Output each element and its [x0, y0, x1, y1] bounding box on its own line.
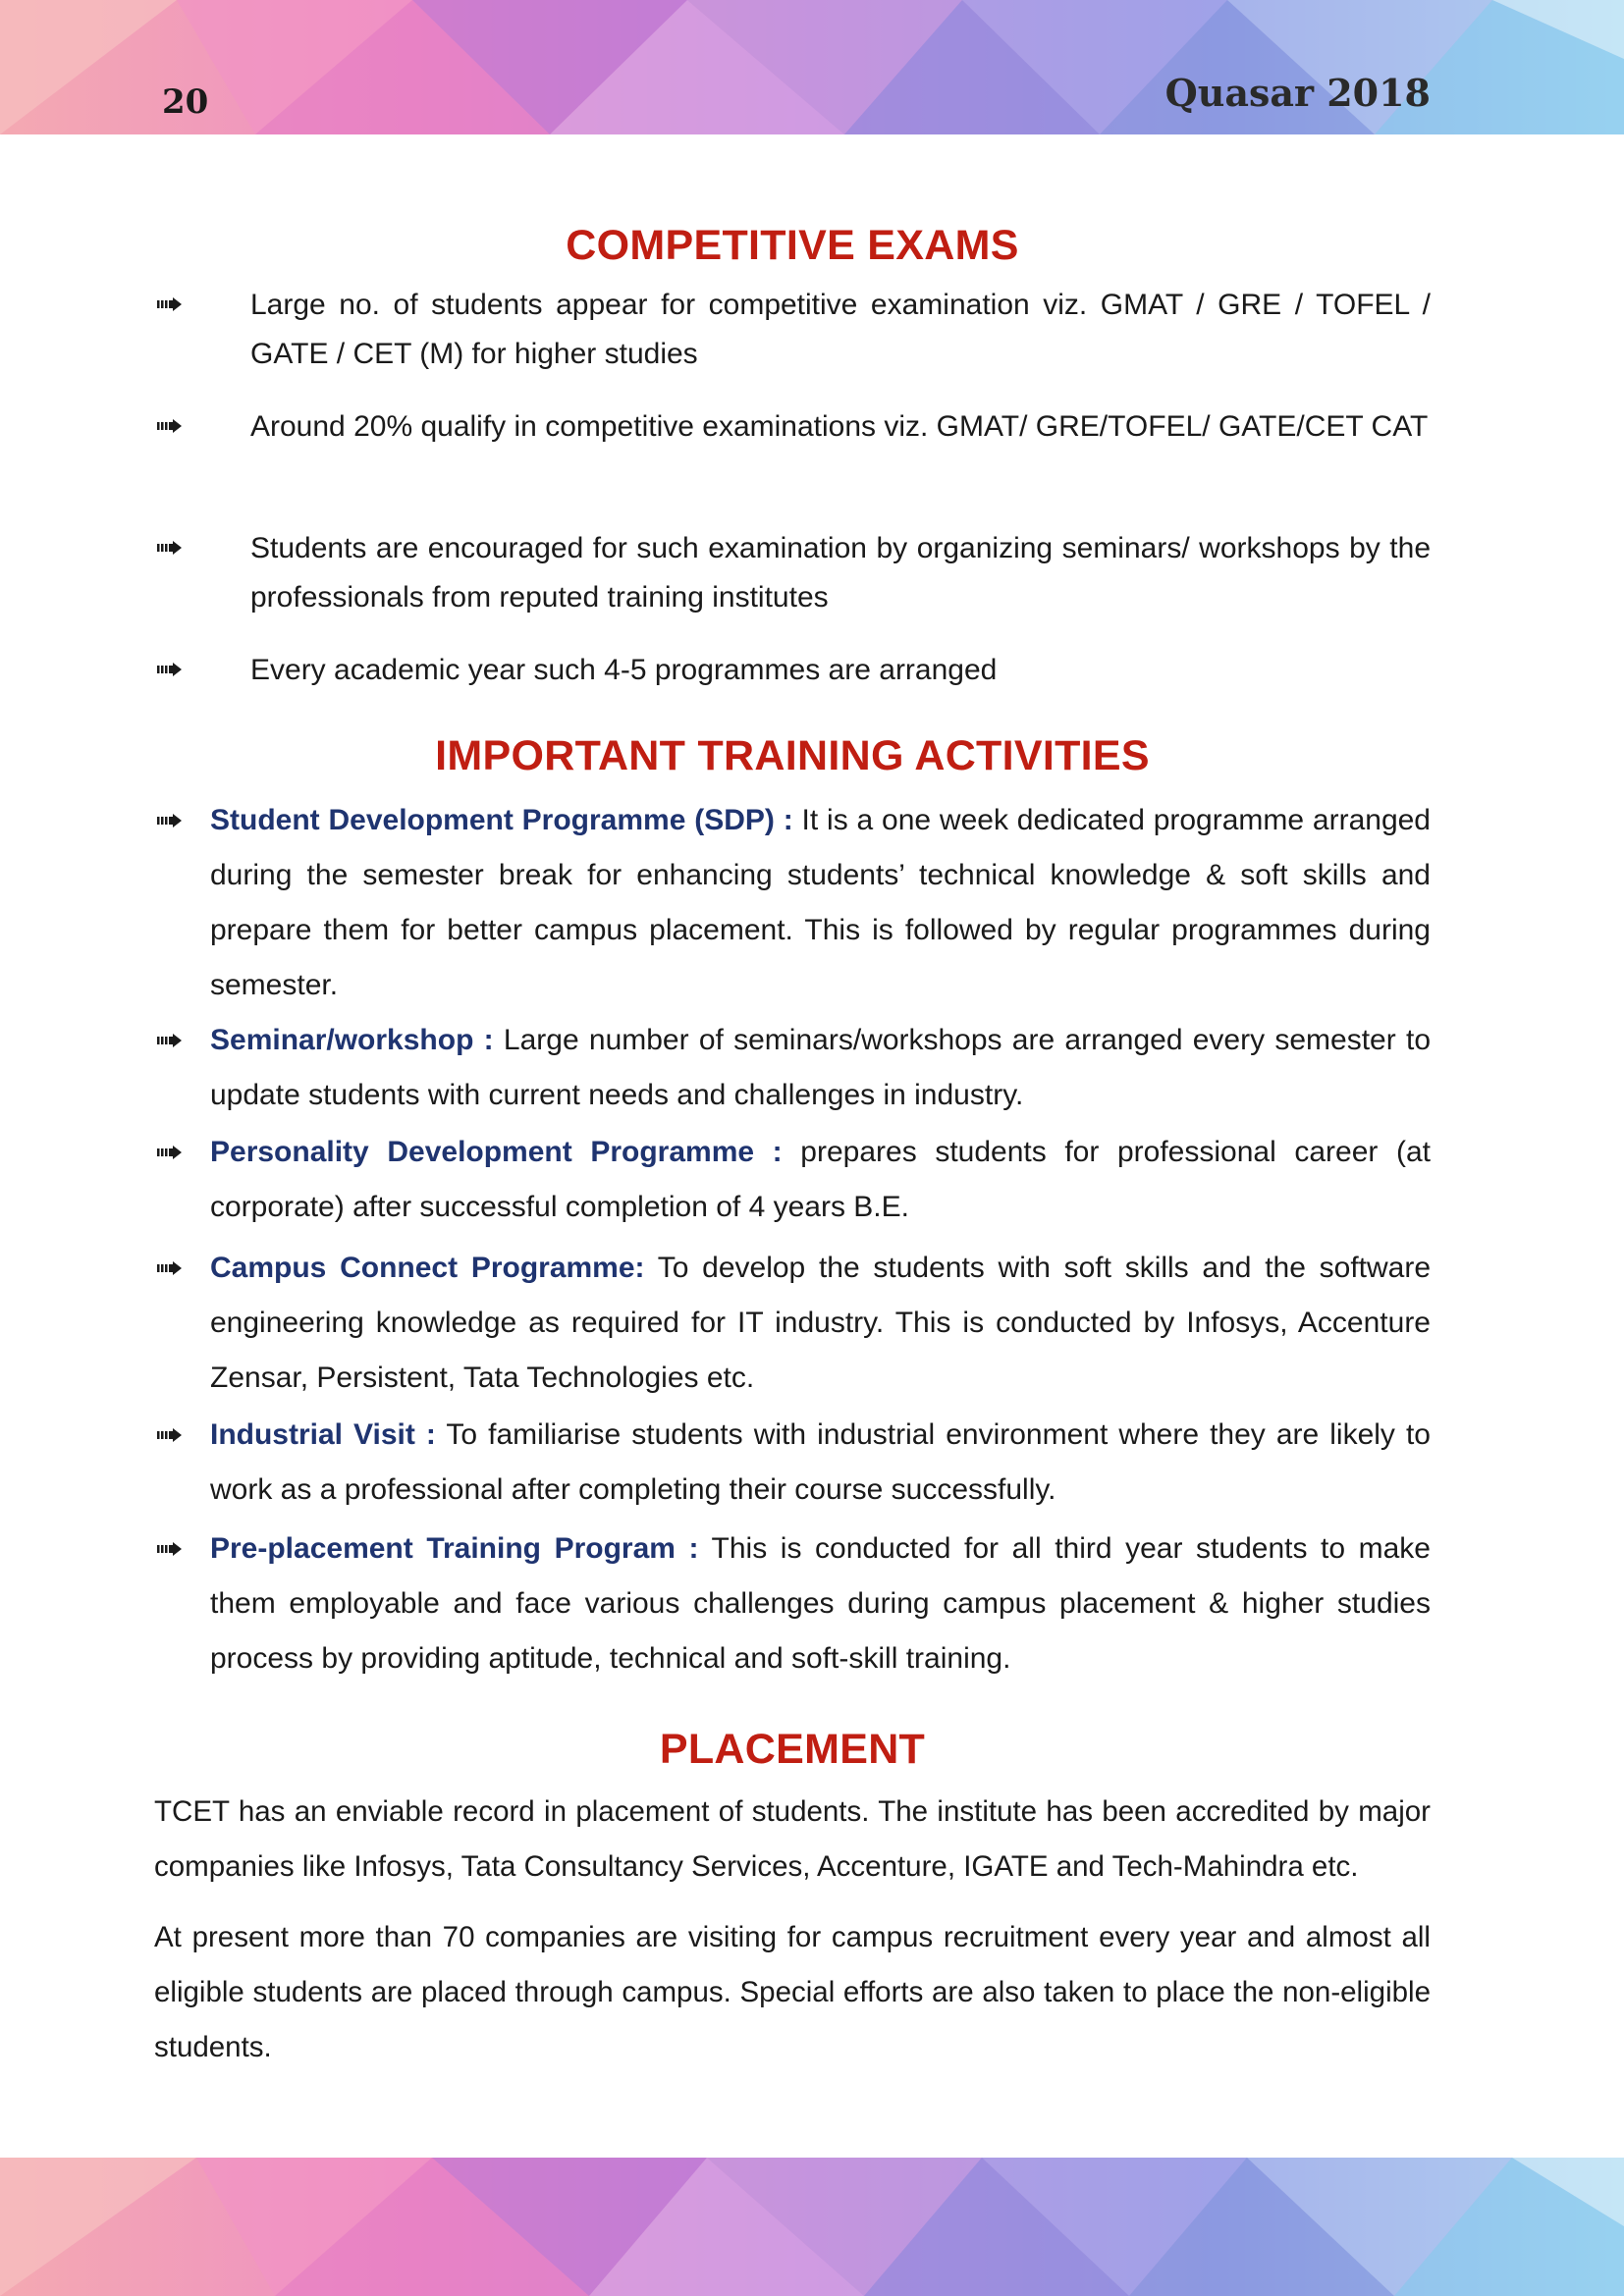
right-arrow-bullet-icon — [157, 662, 185, 677]
training-description: prepares students for professional career (at corporate) after successful completion of 4 years B.E. — [210, 1136, 1432, 1223]
right-arrow-bullet-icon — [157, 418, 185, 434]
right-arrow-bullet-icon — [157, 540, 185, 556]
right-arrow-bullet-icon — [157, 1541, 185, 1557]
exam-item-text: Around 20% qualify in competitive examinations viz. GMAT/ GRE/TOFEL/ GATE/CET CAT — [250, 410, 1429, 443]
training-item-text — [210, 1408, 1431, 1518]
exam-item-text: Every academic year such 4-5 programmes are arranged — [250, 654, 998, 686]
training-term: Campus Connect Programme: — [210, 1252, 645, 1284]
placement-paragraph: At present more than 70 companies are visiting for campus recruitment every year and almost all eligible students are placed through campus. Special efforts are also taken to place the non-eligible students. — [154, 1921, 1431, 2063]
training-description: To familiarise students with industrial environment where they are likely to work as a professional after completing their course successfully. — [210, 1418, 1431, 1506]
right-arrow-bullet-icon — [157, 1427, 185, 1443]
training-item-text — [210, 1125, 1431, 1235]
training-term: Pre-placement Training Program : — [210, 1532, 699, 1565]
right-arrow-bullet-icon — [157, 1033, 185, 1048]
right-arrow-bullet-icon — [157, 813, 185, 828]
placement-paragraph: TCET has an enviable record in placement of students. The institute has been accredited by major companies like Infosys, Tata Consultancy Services, Accenture, IGATE and Tech-Mahindra etc. — [154, 1795, 1431, 1883]
right-arrow-bullet-icon — [157, 1145, 185, 1160]
exam-item-text: Large no. of students appear for competitive examination viz. GMAT / GRE / TOFEL / GATE / CET (M) for higher studies — [250, 289, 1431, 370]
training-term: Student Development Programme (SDP) : — [210, 804, 793, 836]
training-item-text — [210, 1522, 1431, 1686]
competitive-exams-heading: COMPETITIVE EXAMS — [566, 222, 1019, 269]
training-item-text — [210, 1241, 1431, 1406]
footer-banner — [0, 2158, 1624, 2296]
page-number: 20 — [162, 82, 209, 122]
training-item-text — [210, 793, 1431, 1013]
training-description: This is conducted for all third year students to make them employable and face various challenges during campus placement & higher studies process by providing aptitude, technical and soft-skill training. — [210, 1532, 1431, 1675]
training-description: Large number of seminars/workshops are arranged every semester to update students with current needs and challenges in industry. — [210, 1024, 1432, 1111]
exam-item-text: Students are encouraged for such examination by organizing seminars/ workshops by the professionals from reputed training institutes — [250, 532, 1431, 614]
training-item-text — [210, 1013, 1431, 1123]
right-arrow-bullet-icon — [157, 296, 185, 312]
training-description: It is a one week dedicated programme arranged during the semester break for enhancing students’ technical knowledge & soft skills and prepare them for better campus placement. This is followed by regular programmes during semester. — [210, 804, 1431, 1001]
placement-heading: PLACEMENT — [659, 1726, 926, 1773]
footer-banner-art — [0, 2158, 1624, 2296]
publication-title: Quasar 2018 — [1164, 71, 1431, 115]
training-term: Industrial Visit : — [210, 1418, 436, 1451]
right-arrow-bullet-icon — [157, 1260, 185, 1276]
training-term: Personality Development Programme : — [210, 1136, 783, 1168]
training-description: To develop the students with soft skills and the software engineering knowledge as required for IT industry. This is conducted by Infosys, Accenture Zensar, Persistent, Tata Technologies etc. — [210, 1252, 1432, 1394]
training-term: Seminar/workshop : — [210, 1024, 494, 1056]
training-activities-heading: IMPORTANT TRAINING ACTIVITIES — [435, 732, 1150, 779]
